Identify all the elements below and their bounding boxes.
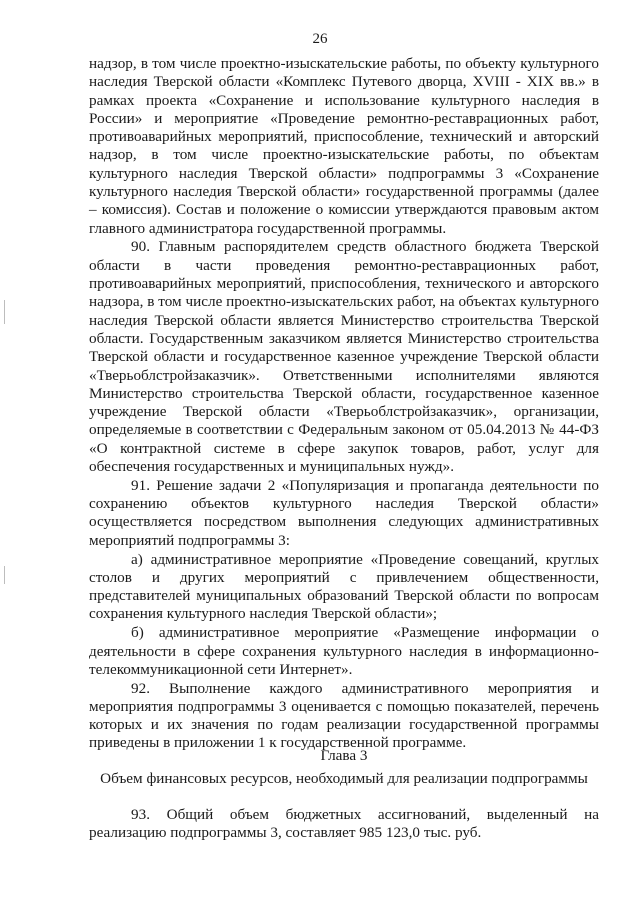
paragraph-91: 91. Решение задачи 2 «Популяризация и пропаганда деятельности по сохранению объектов культурного наследия Тверской области» осуществляется посредством выполнения следующих административных мероприятий подпрограммы 3: [89, 476, 599, 549]
list-item-b: б) административное мероприятие «Размещение информации о деятельности в сфере сохранения культурного наследия в информационно-телекоммуникационной сети Интернет». [89, 624, 599, 678]
list-item-a: а) административное мероприятие «Проведение совещаний, круглых столов и других мероприятий с привлечением общественности, представителей муниципальных образований Тверской области по вопросам сохранения культурного наследия Тверской области»; [89, 550, 599, 623]
scan-edge-mark [4, 566, 5, 584]
chapter-header [89, 747, 599, 789]
page-number: 26 [312, 31, 328, 47]
paragraph-92: 92. Выполнение каждого административного мероприятия и мероприятия подпрограммы 3 оценивается с помощью показателей, перечень которых и их значения по годам реализации государственной программы приведены в приложении 1 к государственной программе. [89, 679, 599, 752]
scan-edge-mark [4, 300, 5, 324]
body-text [89, 55, 599, 753]
chapter-title: Объем финансовых ресурсов, необходимый для реализации подпрограммы [100, 770, 588, 788]
final-section [89, 806, 599, 843]
paragraph-continuation: надзор, в том числе проектно-изыскательские работы, по объекту культурного наследия Тверской области «Комплекс Путевого дворца, XVIII - XIX вв.» в рамках проекта «Сохранение и использование культурного наследия в России» и мероприятие «Проведение ремонтно-реставрационных работ, противоаварийных мероприятий, приспособление, технический и авторский надзор, в том числе проектно-изыскательские работы, по объектам культурного наследия Тверской области» подпрограммы 3 «Сохранение культурного наследия Тверской области» государственной программы (далее – комиссия). Состав и положение о комиссии утверждаются правовым актом главного администратора государственной программы. [89, 55, 599, 237]
chapter-heading: Глава 3 [320, 747, 368, 764]
paragraph-93: 93. Общий объем бюджетных ассигнований, выделенный на реализацию подпрограммы 3, составляет 985 123,0 тыс. руб. [89, 806, 599, 842]
paragraph-90: 90. Главным распорядителем средств областного бюджета Тверской области в части проведения ремонтно-реставрационных работ, противоаварийных мероприятий, приспособления, технического и авторского надзора, в том числе проектно-изыскательских работ, на объектах культурного наследия Тверской области является Министерство строительства Тверской области. Государственным заказчиком является Министерство строительства Тверской области и государственное казенное учреждение Тверской области «Тверьоблстройзаказчик». Ответственными исполнителями являются Министерство строительства Тверской области, государственное казенное учреждение Тверской области «Тверьоблстройзаказчик», организации, определяемые в соответствии с Федеральным законом от 05.04.2013 № 44-ФЗ «О контрактной системе в сфере закупок товаров, работ, услуг для обеспечения государственных и муниципальных нужд». [89, 238, 599, 476]
